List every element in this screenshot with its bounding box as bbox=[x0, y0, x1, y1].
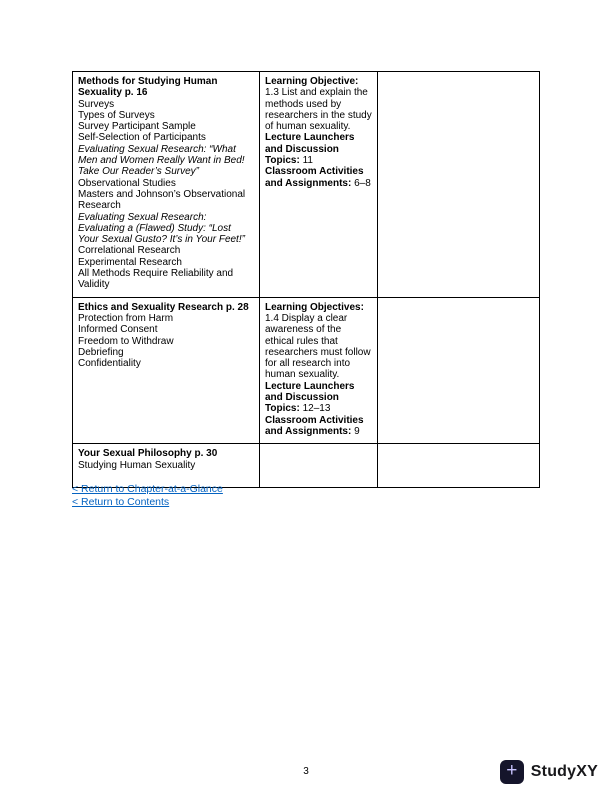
notes-cell bbox=[378, 72, 540, 298]
topics-cell bbox=[73, 298, 260, 445]
chapter-outline-table bbox=[72, 71, 540, 488]
topic-line: Self-Selection of Participants bbox=[78, 132, 206, 144]
table-row bbox=[73, 298, 540, 445]
topic-title: Your Sexual Philosophy p. 30 bbox=[78, 448, 218, 460]
topic-line: Observational Studies bbox=[78, 177, 176, 189]
topic-line: Evaluating Sexual Research: Evaluating a (Flawed) Study: “Lost Your Sexual Gusto? It’s in Your Feet!” bbox=[78, 211, 245, 246]
topic-line: Debriefing bbox=[78, 346, 124, 358]
logo-text bbox=[531, 763, 598, 781]
objective-item: Learning Objectives: 1.4 Display a clear awareness of the ethical rules that researchers must follow for all research into human sexuality. bbox=[265, 301, 371, 381]
objective-item: Classroom Activities and Assignments: 9 bbox=[265, 414, 364, 437]
objectives-cell bbox=[260, 444, 378, 488]
studyxy-logo bbox=[500, 760, 598, 784]
objectives-cell bbox=[260, 72, 378, 298]
logo-text-secondary: XY bbox=[576, 763, 598, 780]
topic-line: Protection from Harm bbox=[78, 312, 174, 324]
topic-line: Masters and Johnson’s Observational Research bbox=[78, 188, 246, 212]
topic-line: Survey Participant Sample bbox=[78, 121, 196, 133]
topic-line: All Methods Require Reliability and Validity bbox=[78, 268, 234, 291]
return-links bbox=[72, 483, 223, 509]
logo-text-primary: Study bbox=[530, 763, 577, 780]
table-row bbox=[73, 444, 540, 488]
notes-cell bbox=[378, 298, 540, 445]
topic-line: Confidentiality bbox=[78, 358, 141, 370]
topic-line: Evaluating Sexual Research: “What Men and Women Really Want in Bed! Take Our Reader’s Survey” bbox=[78, 143, 245, 178]
plus-icon: + bbox=[500, 760, 524, 784]
topic-line: Surveys bbox=[78, 98, 115, 110]
topic-line: Informed Consent bbox=[78, 324, 158, 336]
topic-line: Experimental Research bbox=[78, 256, 182, 268]
topic-line: Types of Surveys bbox=[78, 109, 155, 121]
notes-cell bbox=[378, 444, 540, 488]
objectives-cell bbox=[260, 298, 378, 445]
page-number: 3 bbox=[303, 766, 309, 777]
topic-line: Studying Human Sexuality bbox=[78, 459, 196, 471]
return-chapter-at-a-glance-link[interactable]: < Return to Chapter-at-a-Glance bbox=[72, 483, 223, 495]
table-row bbox=[73, 72, 540, 298]
objective-item: Learning Objective: 1.3 List and explain the methods used by researchers in the study of human sexuality. bbox=[265, 76, 372, 133]
topic-line: Correlational Research bbox=[78, 245, 181, 257]
objective-item: Lecture Launchers and Discussion Topics: 11 bbox=[265, 132, 355, 167]
return-contents-link[interactable]: < Return to Contents bbox=[72, 496, 170, 508]
objective-item: Lecture Launchers and Discussion Topics: 12–13 bbox=[265, 380, 355, 415]
topics-cell bbox=[73, 444, 260, 488]
topics-cell bbox=[73, 72, 260, 298]
topic-line: Freedom to Withdraw bbox=[78, 335, 174, 347]
objective-item: Classroom Activities and Assignments: 6–8 bbox=[265, 166, 371, 189]
topic-title: Methods for Studying Human Sexuality p. 16 bbox=[78, 76, 218, 99]
topic-title: Ethics and Sexuality Research p. 28 bbox=[78, 301, 249, 313]
